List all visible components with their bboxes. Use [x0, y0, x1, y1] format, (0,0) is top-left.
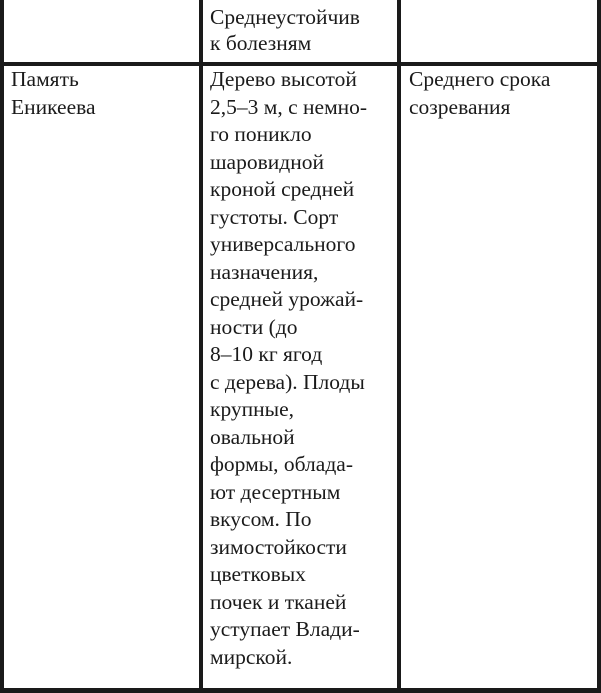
cell-line: Еникеева	[11, 94, 96, 119]
variety-name-cell	[11, 66, 96, 121]
cell-line: овальной	[210, 424, 295, 449]
cell-line: почек и тканей	[210, 589, 347, 614]
cell-line: мирской.	[210, 644, 293, 669]
cell-line: Дерево высотой	[210, 67, 357, 91]
row1-col2-cell	[210, 4, 360, 56]
cell-line: зимостойкости	[210, 534, 347, 559]
column-divider-2	[397, 0, 401, 693]
table-border-right	[597, 0, 601, 693]
cell-line: назначения,	[210, 259, 319, 284]
column-divider-1	[199, 0, 203, 693]
cell-line: ют десертным	[210, 479, 341, 504]
cell-line: созревания	[409, 94, 511, 119]
cell-line: густоты. Сорт	[210, 204, 339, 229]
cell-line: Среднего срока	[409, 67, 551, 91]
cell-line: 2,5–3 м, с немно-	[210, 94, 368, 119]
cell-line: кроной средней	[210, 177, 355, 201]
cell-line: крупные,	[210, 397, 295, 421]
cell-line: Среднеустойчив	[210, 5, 360, 29]
table-border-bottom	[0, 688, 601, 693]
cell-line: вкусом. По	[210, 507, 312, 531]
variety-description-cell	[210, 66, 367, 671]
cell-line: универсального	[210, 232, 356, 256]
cell-line: го поникло	[210, 122, 312, 146]
cell-line: цветковых	[210, 562, 306, 586]
cell-line: к болезням	[210, 31, 312, 55]
table-border-left	[0, 0, 4, 693]
cell-line: Память	[11, 67, 79, 91]
cell-line: шаровидной	[210, 149, 324, 174]
ripening-period-cell	[409, 66, 550, 121]
cell-line: ности (до	[210, 314, 298, 339]
cell-line: формы, облада-	[210, 452, 353, 476]
cell-line: уступает Влади-	[210, 617, 360, 641]
cell-line: средней урожай-	[210, 287, 364, 311]
cell-line: 8–10 кг ягод	[210, 342, 323, 366]
cell-line: с дерева). Плоды	[210, 369, 365, 394]
